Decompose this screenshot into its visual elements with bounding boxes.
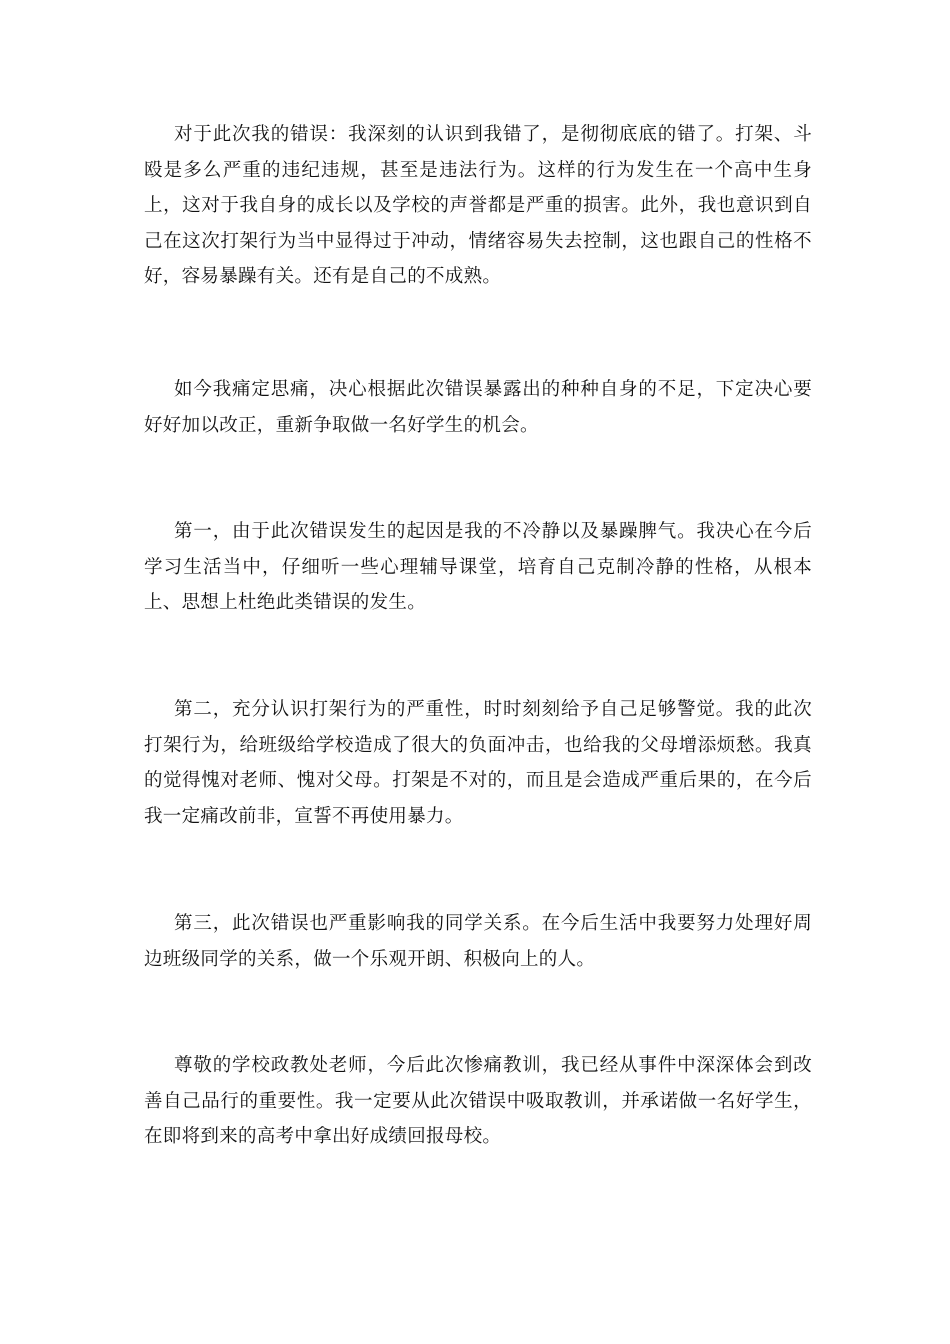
paragraph-self-reflection: 对于此次我的错误：我深刻的认识到我错了，是彻彻底底的错了。打架、斗殴是多么严重的违纪违规，甚至是违法行为。这样的行为发生在一个高中生身上，这对于我自身的成长以及学校的声誉都是严重的损害。此外，我也意识到自己在这次打架行为当中显得过于冲动，情绪容易失去控制，这也跟自己的性格不好，容易暴躁有关。还有是自己的不成熟。 bbox=[144, 124, 812, 287]
paragraph-closing: 尊敬的学校政教处老师，今后此次惨痛教训，我已经从事件中深深体会到改善自己品行的重要性。我一定要从此次错误中吸取教训，并承诺做一名好学生，在即将到来的高考中拿出好成绩回报母校。 bbox=[144, 1055, 812, 1147]
paragraph-point-two: 第二，充分认识打架行为的严重性，时时刻刻给予自己足够警觉。我的此次打架行为，给班级给学校造成了很大的负面冲击，也给我的父母增添烦愁。我真的觉得愧对老师、愧对父母。打架是不对的，而且是会造成严重后果的，在今后我一定痛改前非，宣誓不再使用暴力。 bbox=[144, 699, 812, 827]
paragraph-point-three: 第三，此次错误也严重影响我的同学关系。在今后生活中我要努力处理好周边班级同学的关系，做一个乐观开朗、积极向上的人。 bbox=[144, 913, 812, 970]
paragraph-resolution: 如今我痛定思痛，决心根据此次错误暴露出的种种自身的不足，下定决心要好好加以改正，重新争取做一名好学生的机会。 bbox=[144, 379, 812, 436]
paragraph-point-one: 第一，由于此次错误发生的起因是我的不冷静以及暴躁脾气。我决心在今后学习生活当中，仔细听一些心理辅导课堂，培育自己克制冷静的性格，从根本上、思想上杜绝此类错误的发生。 bbox=[144, 521, 812, 613]
